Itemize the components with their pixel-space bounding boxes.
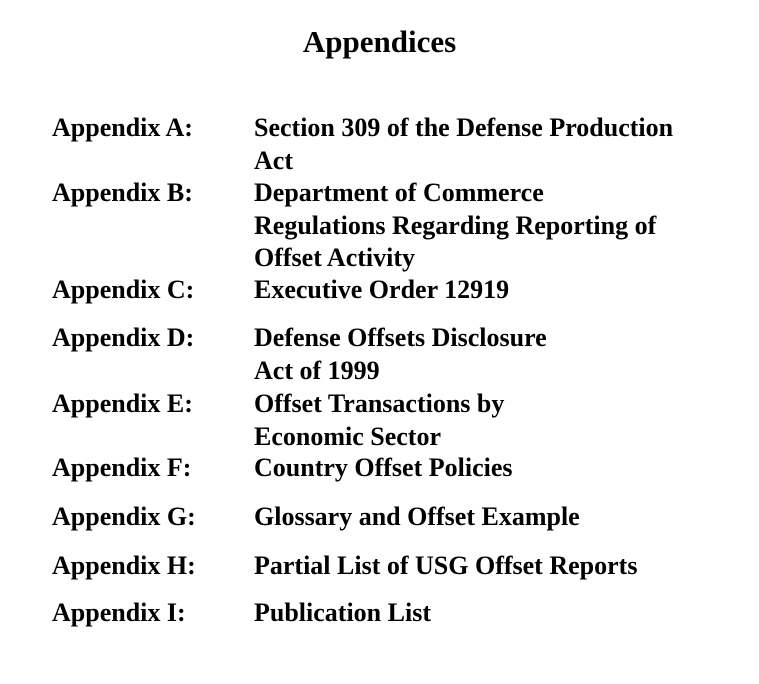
appendix-title-line: Partial List of USG Offset Reports	[254, 551, 638, 580]
appendix-title	[254, 322, 724, 387]
appendix-title-line: Country Offset Policies	[254, 453, 513, 482]
appendix-title-line: Department of Commerce	[254, 178, 544, 207]
appendix-title	[254, 112, 724, 177]
appendix-label: Appendix A:	[52, 113, 193, 142]
appendix-label: Appendix E:	[52, 389, 193, 418]
appendix-title-line: Act	[254, 145, 293, 175]
appendix-title-line: Glossary and Offset Example	[254, 502, 580, 531]
appendix-label: Appendix G:	[52, 502, 196, 531]
appendix-title-line: Regulations Regarding Reporting of	[254, 210, 657, 240]
appendix-title	[254, 550, 724, 583]
appendix-title	[254, 274, 724, 307]
appendix-label: Appendix C:	[52, 275, 195, 304]
appendix-title	[254, 597, 724, 630]
appendix-title-line: Economic Sector	[254, 421, 442, 451]
appendix-title-line: Offset Activity	[254, 243, 416, 272]
appendix-label: Appendix D:	[52, 323, 195, 352]
appendix-title-line: Defense Offsets Disclosure	[254, 323, 547, 352]
appendix-title-line: Act of 1999	[254, 355, 380, 385]
appendix-title-line: Offset Transactions by	[254, 389, 505, 418]
appendix-title-line: Executive Order 12919	[254, 275, 510, 304]
appendix-title	[254, 177, 724, 275]
appendix-title	[254, 452, 724, 485]
page-title: Appendices	[302, 24, 457, 59]
appendix-title-line: Section 309 of the Defense Production	[254, 113, 674, 142]
appendix-label: Appendix H:	[52, 551, 196, 580]
appendix-label: Appendix I:	[52, 598, 186, 627]
appendix-label: Appendix F:	[52, 453, 192, 482]
appendix-label: Appendix B:	[52, 178, 193, 207]
appendix-title	[254, 388, 724, 453]
appendix-title-line: Publication List	[254, 598, 431, 627]
appendix-title	[254, 501, 724, 534]
